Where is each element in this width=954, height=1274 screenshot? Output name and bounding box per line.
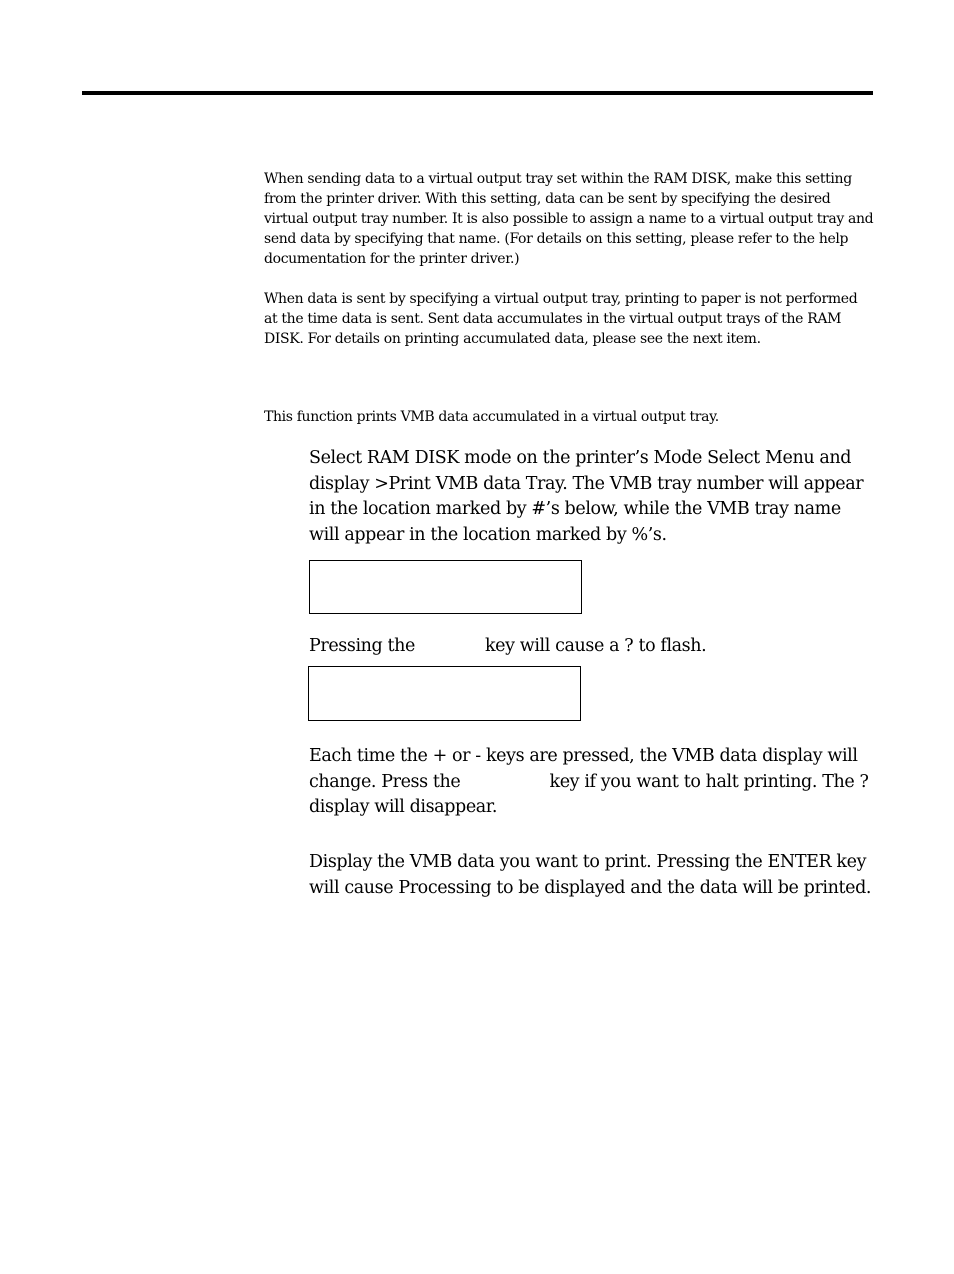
step-2-before: Pressing the (309, 636, 415, 656)
step-4-text: Display the VMB data you want to print. Pressing the ENTER key will cause Processing to be displayed and the data will be printed. (309, 852, 872, 898)
intro-paragraph-2: When data is sent by specifying a virtual output tray, printing to paper is not performed at the time data is sent. Sent data accumulates in the virtual output trays of the RAM DISK. For details on printing accumulated data, please see the next item. (264, 291, 858, 347)
step-3-text (309, 744, 875, 821)
function-description: This function prints VMB data accumulated in a virtual output tray. (264, 409, 719, 425)
step-1-text: Select RAM DISK mode on the printer’s Mode Select Menu and display >Print VMB data Tray. The VMB tray number will appear in the location marked by #’s below, while the VMB tray name will appear in the location marked by %’s. (309, 448, 864, 545)
intro-paragraph-1: When sending data to a virtual output tray set within the RAM DISK, make this setting from the printer driver. With this setting, data can be sent by specifying the desired virtual output tray number. It is also possible to assign a name to a virtual output tray and send data by specifying that name. (For details on this setting, please refer to the help documentation for the printer driver.) (264, 171, 874, 267)
lcd-display-tray (309, 560, 582, 614)
step-3-after: key if you want to halt printing. The ? display will disappear. (309, 771, 869, 818)
step-2-after: key will cause a ? to flash. (484, 636, 707, 656)
lcd-display-flash (308, 666, 581, 721)
step-3-before: Each time the + or - keys are pressed, the VMB data display will change. Press the (309, 746, 858, 792)
step-2-text (309, 634, 875, 660)
header-rule (82, 91, 873, 95)
